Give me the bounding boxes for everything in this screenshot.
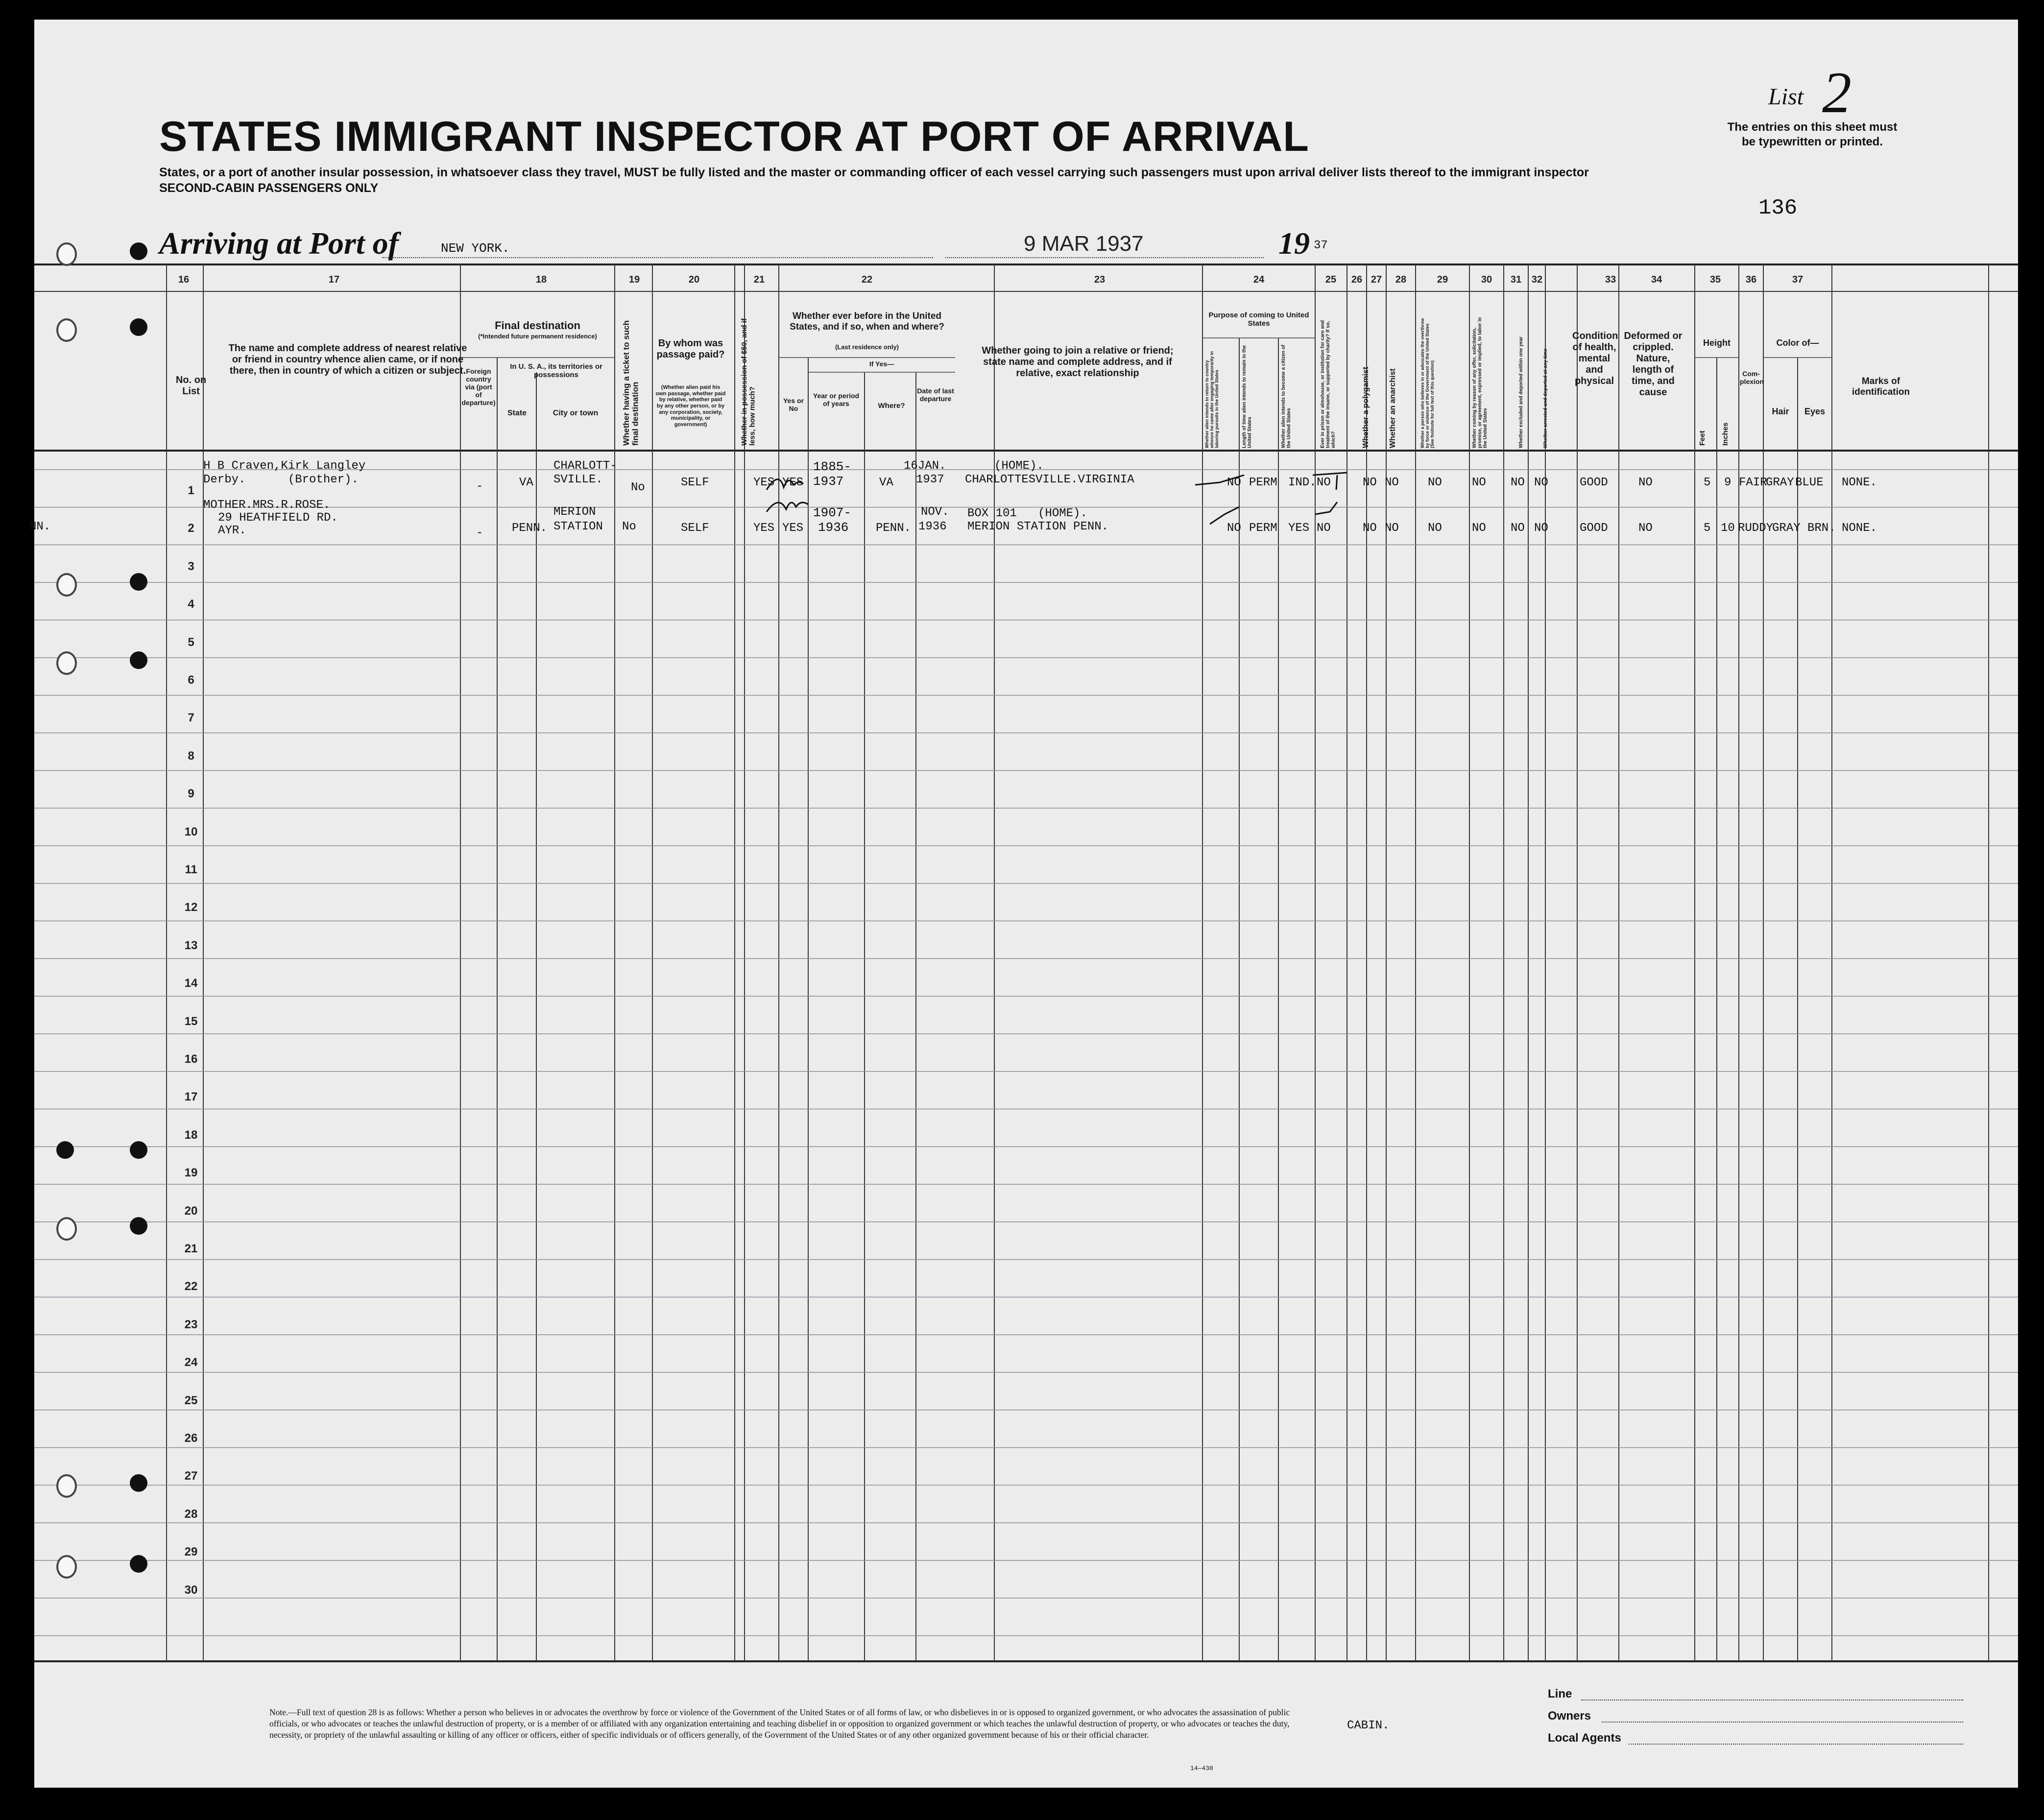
row2-q30: NO	[1511, 522, 1525, 535]
handwritten-tick	[1190, 473, 1259, 531]
class-line: SECOND-CABIN PASSENGERS ONLY	[159, 181, 379, 195]
header-join-relative: Whether going to join a relative or friend; state name and complete address, and if relative, exact relationship	[982, 345, 1174, 379]
row1-join-line2: CHARLOTTESVILLE.VIRGINIA	[965, 473, 1134, 486]
row2-years-line2: 1936	[818, 520, 849, 535]
column-number: 23	[1094, 274, 1106, 285]
header-date-last-departure: Date of last departure	[917, 387, 954, 403]
row1-last-departure-line2: 1937	[916, 473, 944, 486]
agents-underline	[1629, 1744, 1963, 1745]
row-number: 3	[188, 559, 194, 573]
year-suffix: 37	[1314, 239, 1328, 252]
row2-feet: 5	[1704, 522, 1711, 535]
header-where: Where?	[878, 402, 905, 410]
port-name: NEW YORK.	[441, 241, 510, 256]
column-number: 31	[1510, 274, 1522, 285]
header-foreign-country: Foreign country via (port of departure)	[461, 367, 496, 407]
row1-complexion: FAIR	[1739, 476, 1767, 489]
header-height: Height	[1703, 338, 1731, 348]
row2-last-departure-line2: 1936	[918, 520, 947, 533]
header-relative: The name and complete address of nearest relative or friend in country whence alien came, or if none there, then in country of which a citizen or subject.	[228, 343, 467, 376]
header-marks: Marks of identification	[1852, 376, 1910, 397]
header-inches: Inches	[1721, 422, 1730, 446]
header-in-usa: In U. S. A., its territories or possessions	[510, 362, 602, 380]
row-number: 21	[184, 1242, 198, 1255]
header-before-in-us: Whether ever before in the United States, and if so, when and where?	[790, 311, 944, 332]
row-number: 2	[188, 522, 194, 535]
header-fifty-dollars: Whether in possession of $50, and if less, how much?	[740, 318, 757, 446]
row1-q29: NO	[1472, 476, 1486, 489]
row2-q28: NO	[1428, 522, 1442, 535]
row1-ticket: No	[631, 481, 645, 494]
header-year-period: Year or period of years	[813, 392, 860, 408]
year-prefix: 19	[1278, 226, 1310, 261]
row-number: 4	[188, 598, 194, 611]
arriving-label: Arriving at Port of	[159, 226, 399, 261]
header-purpose: Purpose of coming to United States	[1208, 311, 1309, 328]
column-number: 16	[178, 274, 190, 285]
header-yes-no: Yes or No	[783, 397, 804, 413]
row-number: 15	[184, 1014, 198, 1028]
date-underline	[945, 257, 1264, 258]
row2-relative-line2: 29 HEATHFIELD RD.	[218, 511, 338, 525]
row2-ticket: No	[622, 520, 636, 533]
column-number: 28	[1395, 274, 1407, 285]
header-q30: Whether excluded and deported within one year	[1518, 336, 1524, 448]
owners-label: Owners	[1548, 1709, 1591, 1723]
binder-hole	[56, 651, 77, 675]
column-number: 34	[1651, 274, 1662, 285]
binder-hole	[56, 318, 77, 342]
header-eyes: Eyes	[1804, 407, 1826, 416]
row2-before: YES	[782, 522, 804, 535]
binder-hole	[130, 242, 147, 260]
row-number: 25	[184, 1393, 198, 1407]
row2-hair: GRAY	[1772, 522, 1801, 535]
row1-relative-line1: H B Craven,Kirk Langley	[203, 459, 366, 473]
row2-q31: NO	[1534, 522, 1548, 535]
header-polygamist: Whether a polygamist	[1362, 366, 1370, 448]
column-number: 30	[1481, 274, 1492, 285]
row1-q28: NO	[1428, 476, 1442, 489]
header-before-in-us-sub: (Last residence only)	[835, 343, 899, 351]
row1-foreign: -	[476, 480, 483, 493]
row-number: 13	[184, 938, 198, 952]
row2-return: NO	[1227, 522, 1241, 535]
header-hair: Hair	[1772, 407, 1789, 416]
row-number: 23	[184, 1317, 198, 1331]
row1-money: YES	[753, 476, 775, 489]
handwritten-tick	[764, 470, 813, 517]
header-state: State	[507, 409, 527, 417]
row2-deformed: NO	[1638, 522, 1653, 535]
row1-q30: NO	[1511, 476, 1525, 489]
row-number: 26	[184, 1432, 198, 1445]
row2-relative-line1: MOTHER.MRS.R.ROSE.	[203, 499, 331, 512]
row-number: 6	[188, 673, 194, 687]
binder-hole	[130, 318, 147, 336]
row-number: 1	[188, 484, 194, 497]
row-number: 29	[184, 1545, 198, 1559]
column-number: 21	[753, 274, 765, 285]
row1-inches: 9	[1724, 476, 1731, 489]
header-if-yes: If Yes—	[869, 360, 894, 368]
row-number: 27	[184, 1469, 198, 1483]
row-number: 17	[184, 1090, 198, 1104]
column-number: 36	[1745, 274, 1757, 285]
header-purpose-citizen: Whether alien intends to become a citizen of the United States	[1281, 344, 1292, 448]
header-purpose-length: Length of time alien intends to remain in the United States	[1242, 345, 1252, 448]
column-number: 32	[1531, 274, 1543, 285]
binder-hole	[56, 1555, 77, 1579]
header-city: City or town	[553, 409, 599, 417]
header-no-on-list: No. on List	[175, 375, 207, 397]
row-number: 10	[184, 825, 198, 838]
row-number: 28	[184, 1507, 198, 1521]
row2-marks: NONE.	[1842, 522, 1877, 535]
row2-join-line1: BOX 101 (HOME).	[967, 507, 1087, 520]
column-number: 17	[328, 274, 340, 285]
sheet-number: 136	[1758, 196, 1798, 220]
header-prison: Ever in prison or almshouse, or institution for care and treatment of the insane, or supported by charity? If so, which?	[1320, 320, 1336, 448]
column-number: 22	[861, 274, 873, 285]
row1-health: GOOD	[1580, 476, 1608, 489]
binder-hole	[130, 573, 147, 591]
row2-polygamist: NO	[1363, 522, 1377, 535]
row2-inches: 10	[1721, 522, 1735, 535]
page-title: STATES IMMIGRANT INSPECTOR AT PORT OF ARRIVAL	[159, 113, 1309, 160]
row-number: 16	[184, 1053, 198, 1066]
row1-hair: GRAY	[1766, 476, 1794, 489]
column-number: 19	[628, 274, 640, 285]
header-health: Condition of health, mental and physical	[1572, 331, 1618, 386]
row1-paid-by: SELF	[681, 476, 709, 489]
column-number: 29	[1437, 274, 1448, 285]
row1-prison: NO	[1317, 476, 1331, 489]
row2-health: GOOD	[1580, 522, 1608, 535]
column-number: 35	[1709, 274, 1721, 285]
row-number: 22	[184, 1280, 198, 1293]
row2-last-departure-line1: NOV.	[921, 505, 949, 519]
header-final-destination: Final destination	[495, 319, 580, 332]
row2-relative-line3: AYR.	[218, 524, 246, 537]
row1-polygamist: NO	[1363, 476, 1377, 489]
row1-anarchist: NO	[1385, 476, 1399, 489]
row1-marks: NONE.	[1842, 476, 1877, 489]
column-number: 33	[1605, 274, 1616, 285]
row1-state: VA	[519, 476, 533, 489]
row-number: 8	[188, 749, 194, 763]
row2-citizen: YES	[1288, 522, 1310, 535]
column-number: 37	[1792, 274, 1804, 285]
port-underline	[382, 257, 933, 258]
row-number: 12	[184, 901, 198, 914]
binder-hole	[130, 1141, 147, 1159]
row2-eyes: BRN.	[1807, 522, 1836, 535]
row2-city-line2: STATION	[553, 520, 603, 533]
header-q28: Whether a person who believes in or advocates the overthrow by force or violence of the Government of the United States (See footnote for full text of this question)	[1420, 318, 1435, 448]
row1-city-line2: SVILLE.	[553, 473, 603, 486]
date-stamp: 9 MAR 1937	[1024, 232, 1144, 256]
header-passage-paid: By whom was passage paid?	[656, 338, 725, 360]
header-q29: Whether coming by reason of any offer, solicitation, promise, or agreement, expressed or implied, to labor in the United States	[1472, 317, 1488, 448]
row1-city-line1: CHARLOTT-	[553, 459, 617, 473]
row-number: 19	[184, 1166, 198, 1180]
row2-q29: NO	[1472, 522, 1486, 535]
row2-anarchist: NO	[1385, 522, 1399, 535]
binder-hole	[56, 1474, 77, 1498]
header-color-of: Color of—	[1776, 338, 1819, 348]
row1-return: NO	[1227, 476, 1241, 489]
header-anarchist: Whether an anarchist	[1389, 368, 1397, 448]
row2-complexion: RUDDY	[1738, 522, 1774, 535]
row-number: 5	[188, 635, 194, 649]
owners-underline	[1602, 1722, 1963, 1723]
line-label: Line	[1548, 1687, 1572, 1700]
row2-state: PENN.	[512, 522, 548, 535]
row2-where: PENN.	[876, 522, 912, 535]
row1-citizen: IND.	[1288, 476, 1317, 489]
cabin-label: CABIN.	[1347, 1719, 1390, 1732]
column-number: 18	[535, 274, 547, 285]
header-deformed: Deformed or crippled. Nature, length of time, and cause	[1624, 331, 1683, 398]
row1-feet: 5	[1704, 476, 1711, 489]
row2-paid-by: SELF	[681, 522, 709, 535]
binder-hole	[130, 1217, 147, 1235]
column-number: 24	[1253, 274, 1265, 285]
binder-hole	[56, 242, 77, 266]
binder-hole	[56, 1141, 74, 1159]
row1-where: VA	[879, 476, 893, 489]
row2-prison: NO	[1317, 522, 1331, 535]
column-number: 27	[1371, 274, 1382, 285]
row1-years-line2: 1937	[813, 474, 844, 489]
manifest-sheet	[29, 20, 2018, 1788]
row-number: 30	[184, 1583, 198, 1597]
column-number: 26	[1351, 274, 1363, 285]
footnote-question-28: Note.—Full text of question 28 is as follows: Whether a person who believes in or advocates the overthrow by force or violence of the Government of the United States or of all forms of law, or who disbelieves in or is opposed to organized government, or who advocates the assassination of public officials, or who advocates or teaches the unlawful destruction of property, or is a member of or affiliated with any organization entertaining and teaching disbelief in or opposition to organized government or which teaches the unlawful destruction of property, or who advocates or teaches the duty, necessity, or propriety of the unlawful assaulting or killing of any officer or officers, either of specific individuals or of officers generally, of the Government of the United States or of any other organized government because of his or their official character.	[269, 1707, 1290, 1740]
row2-join-line2: MERION STATION PENN.	[967, 520, 1109, 533]
binder-hole	[130, 1555, 147, 1573]
row1-join-line1: (HOME).	[994, 459, 1044, 473]
row-number: 14	[184, 977, 198, 990]
header-q31: Whether arrested and deported at any time	[1543, 348, 1548, 448]
row1-eyes: BLUE	[1795, 476, 1824, 489]
handwritten-tick	[1308, 468, 1352, 527]
binder-hole	[130, 1474, 147, 1492]
row1-relative-line2: Derby. (Brother).	[203, 473, 359, 486]
form-number: 14—430	[1190, 1765, 1213, 1772]
row-number: 18	[184, 1128, 198, 1142]
row2-length: PERM	[1249, 522, 1277, 535]
column-number: 20	[688, 274, 700, 285]
binder-hole	[56, 1217, 77, 1241]
binder-hole	[130, 651, 147, 669]
row-number: 11	[185, 863, 197, 876]
row-number: 24	[184, 1356, 198, 1369]
row1-years-line1: 1885-	[813, 459, 852, 474]
row2-years-line1: 1907-	[813, 505, 852, 520]
row1-length: PERM	[1249, 476, 1277, 489]
local-agents-label: Local Agents	[1548, 1731, 1621, 1745]
row1-last-departure-line1: 16JAN.	[904, 459, 946, 473]
row1-deformed: NO	[1638, 476, 1653, 489]
header-passage-paid-sub: (Whether alien paid his own passage, whether paid by relative, whether paid by any other person, or by any corporation, society, municipality, or government)	[655, 384, 726, 428]
row2-money: YES	[753, 522, 775, 535]
instructions-text: States, or a port of another insular possession, in whatsoever class they travel, MUST be fully listed and the master or commanding officer of each vessel carrying such passengers must upon arrival deliver lists thereof to the immigrant inspector	[159, 166, 1589, 179]
row1-before: YES	[782, 476, 804, 489]
header-complexion: Com- plexion	[1740, 370, 1764, 386]
row2-foreign: -	[476, 527, 483, 540]
margin-fragment: NN.	[29, 520, 51, 533]
row-number: 9	[188, 787, 194, 801]
header-final-destination-sub: (*Intended future permanent residence)	[478, 333, 597, 340]
header-purpose-return: Whether alien intends to return to country whence he came after engaging temporarily in laboring pursuits in the United States	[1204, 351, 1219, 448]
column-number: 25	[1325, 274, 1337, 285]
row-number: 7	[188, 711, 194, 725]
list-label: List	[1768, 84, 1804, 110]
entries-note: The entries on this sheet must be typewritten or printed.	[1727, 120, 1898, 148]
header-ticket: Whether having a ticket to such final destination	[622, 320, 640, 446]
list-number: 2	[1822, 60, 1852, 125]
row1-q31: NO	[1534, 476, 1548, 489]
header-feet: Feet	[1698, 431, 1707, 446]
row2-city-line1: MERION	[553, 505, 596, 519]
row-number: 20	[184, 1204, 198, 1218]
binder-hole	[56, 573, 77, 597]
